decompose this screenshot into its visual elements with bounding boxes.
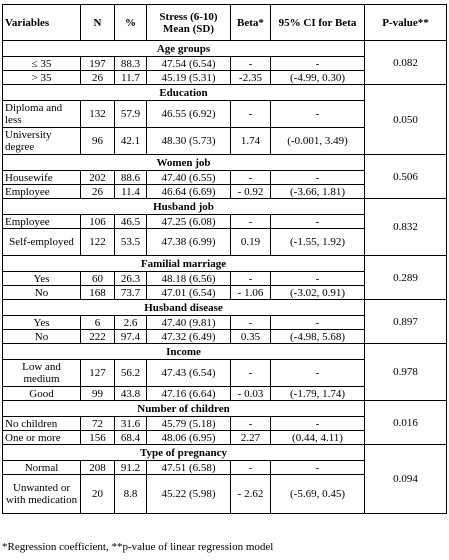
n-cell: 122 xyxy=(81,229,115,256)
row-label: One or more xyxy=(3,431,81,445)
beta-cell: - xyxy=(231,272,271,286)
header-ci: 95% CI for Beta xyxy=(271,5,365,41)
percent-cell: 11.7 xyxy=(115,71,147,85)
p-value-cell: 0.050 xyxy=(365,85,447,155)
row-label: Housewife xyxy=(3,171,81,185)
ci-cell: - xyxy=(271,101,365,128)
stress-cell: 47.40 (6.55) xyxy=(147,171,231,185)
n-cell: 208 xyxy=(81,461,115,475)
section-title: Income xyxy=(3,344,365,360)
stress-cell: 45.79 (5.18) xyxy=(147,417,231,431)
beta-cell: - xyxy=(231,101,271,128)
percent-cell: 2.6 xyxy=(115,316,147,330)
beta-cell: - 2.62 xyxy=(231,475,271,514)
percent-cell: 88.3 xyxy=(115,57,147,71)
row-label: Employee xyxy=(3,185,81,199)
section-row xyxy=(3,155,447,171)
stress-cell: 47.16 (6.64) xyxy=(147,387,231,401)
ci-cell: - xyxy=(271,461,365,475)
section-title: Husband disease xyxy=(3,300,365,316)
p-value-cell: 0.082 xyxy=(365,41,447,85)
stress-cell: 48.06 (6.95) xyxy=(147,431,231,445)
ci-cell: (-1.79, 1.74) xyxy=(271,387,365,401)
percent-cell: 42.1 xyxy=(115,128,147,155)
stress-cell: 45.19 (5.31) xyxy=(147,71,231,85)
ci-cell: (-4.99, 0.30) xyxy=(271,71,365,85)
section-row xyxy=(3,256,447,272)
beta-cell: 1.74 xyxy=(231,128,271,155)
beta-cell: -2.35 xyxy=(231,71,271,85)
beta-cell: - xyxy=(231,360,271,387)
section-row xyxy=(3,199,447,215)
percent-cell: 57.9 xyxy=(115,101,147,128)
stress-cell: 46.55 (6.92) xyxy=(147,101,231,128)
percent-cell: 8.8 xyxy=(115,475,147,514)
p-value-cell: 0.094 xyxy=(365,445,447,514)
ci-cell: (0.44, 4.11) xyxy=(271,431,365,445)
ci-cell: (-3.66, 1.81) xyxy=(271,185,365,199)
section-title: Number of children xyxy=(3,401,365,417)
beta-cell: - 1.06 xyxy=(231,286,271,300)
beta-cell: - xyxy=(231,57,271,71)
header-percent: % xyxy=(115,5,147,41)
stress-cell: 47.25 (6.08) xyxy=(147,215,231,229)
row-label: No xyxy=(3,330,81,344)
p-value-cell: 0.897 xyxy=(365,300,447,344)
n-cell: 202 xyxy=(81,171,115,185)
n-cell: 99 xyxy=(81,387,115,401)
beta-cell: 0.35 xyxy=(231,330,271,344)
stress-cell: 48.30 (5.73) xyxy=(147,128,231,155)
beta-cell: 0.19 xyxy=(231,229,271,256)
stress-cell: 47.32 (6.49) xyxy=(147,330,231,344)
ci-cell: - xyxy=(271,272,365,286)
beta-cell: - xyxy=(231,316,271,330)
percent-cell: 73.7 xyxy=(115,286,147,300)
header-variables: Variables xyxy=(3,5,81,41)
n-cell: 156 xyxy=(81,431,115,445)
section-row xyxy=(3,401,447,417)
n-cell: 26 xyxy=(81,185,115,199)
percent-cell: 43.8 xyxy=(115,387,147,401)
n-cell: 72 xyxy=(81,417,115,431)
row-label: Unwanted or with medication xyxy=(3,475,81,514)
section-title: Type of pregnancy xyxy=(3,445,365,461)
stress-cell: 47.40 (9.81) xyxy=(147,316,231,330)
section-row xyxy=(3,344,447,360)
ci-cell: - xyxy=(271,57,365,71)
n-cell: 197 xyxy=(81,57,115,71)
ci-cell: - xyxy=(271,171,365,185)
n-cell: 132 xyxy=(81,101,115,128)
header-pvalue: P-value** xyxy=(365,5,447,41)
beta-cell: 2.27 xyxy=(231,431,271,445)
row-label: Yes xyxy=(3,316,81,330)
row-label: Good xyxy=(3,387,81,401)
stress-cell: 48.18 (6.56) xyxy=(147,272,231,286)
header-beta: Beta* xyxy=(231,5,271,41)
row-label: Normal xyxy=(3,461,81,475)
ci-cell: (-0.001, 3.49) xyxy=(271,128,365,155)
percent-cell: 31.6 xyxy=(115,417,147,431)
header-stress: Stress (6-10) Mean (SD) xyxy=(147,5,231,41)
results-table xyxy=(2,4,447,514)
ci-cell: (-5.69, 0.45) xyxy=(271,475,365,514)
n-cell: 127 xyxy=(81,360,115,387)
section-title: Familial marriage xyxy=(3,256,365,272)
row-label: ≤ 35 xyxy=(3,57,81,71)
row-label: > 35 xyxy=(3,71,81,85)
percent-cell: 97.4 xyxy=(115,330,147,344)
ci-cell: (-3.02, 0.91) xyxy=(271,286,365,300)
section-title: Age groups xyxy=(3,41,365,57)
p-value-cell: 0.016 xyxy=(365,401,447,445)
n-cell: 20 xyxy=(81,475,115,514)
n-cell: 222 xyxy=(81,330,115,344)
percent-cell: 11.4 xyxy=(115,185,147,199)
n-cell: 168 xyxy=(81,286,115,300)
ci-cell: (-4.98, 5.68) xyxy=(271,330,365,344)
row-label: Yes xyxy=(3,272,81,286)
stress-cell: 47.51 (6.58) xyxy=(147,461,231,475)
n-cell: 6 xyxy=(81,316,115,330)
percent-cell: 56.2 xyxy=(115,360,147,387)
beta-cell: - 0.03 xyxy=(231,387,271,401)
ci-cell: - xyxy=(271,316,365,330)
stress-cell: 47.43 (6.54) xyxy=(147,360,231,387)
percent-cell: 46.5 xyxy=(115,215,147,229)
n-cell: 60 xyxy=(81,272,115,286)
footnote: *Regression coefficient, **p-value of linear regression model xyxy=(2,541,274,553)
section-row xyxy=(3,41,447,57)
beta-cell: - xyxy=(231,215,271,229)
row-label: No xyxy=(3,286,81,300)
p-value-cell: 0.506 xyxy=(365,155,447,199)
stress-cell: 47.54 (6.54) xyxy=(147,57,231,71)
p-value-cell: 0.978 xyxy=(365,344,447,401)
stress-cell: 46.64 (6.69) xyxy=(147,185,231,199)
section-row xyxy=(3,85,447,101)
section-row xyxy=(3,445,447,461)
beta-cell: - xyxy=(231,417,271,431)
percent-cell: 91.2 xyxy=(115,461,147,475)
stress-cell: 47.38 (6.99) xyxy=(147,229,231,256)
beta-cell: - 0.92 xyxy=(231,185,271,199)
row-label: Employee xyxy=(3,215,81,229)
percent-cell: 88.6 xyxy=(115,171,147,185)
row-label: No children xyxy=(3,417,81,431)
section-row xyxy=(3,300,447,316)
p-value-cell: 0.289 xyxy=(365,256,447,300)
stress-cell: 45.22 (5.98) xyxy=(147,475,231,514)
header-n: N xyxy=(81,5,115,41)
section-title: Husband job xyxy=(3,199,365,215)
stress-cell: 47.01 (6.54) xyxy=(147,286,231,300)
ci-cell: - xyxy=(271,417,365,431)
n-cell: 26 xyxy=(81,71,115,85)
row-label: Self-employed xyxy=(3,229,81,256)
row-label: University degree xyxy=(3,128,81,155)
ci-cell: - xyxy=(271,215,365,229)
row-label: Low and medium xyxy=(3,360,81,387)
n-cell: 96 xyxy=(81,128,115,155)
percent-cell: 53.5 xyxy=(115,229,147,256)
n-cell: 106 xyxy=(81,215,115,229)
section-title: Education xyxy=(3,85,365,101)
section-title: Women job xyxy=(3,155,365,171)
ci-cell: (-1.55, 1.92) xyxy=(271,229,365,256)
beta-cell: - xyxy=(231,171,271,185)
ci-cell: - xyxy=(271,360,365,387)
header-row xyxy=(3,5,447,41)
percent-cell: 26.3 xyxy=(115,272,147,286)
table-body xyxy=(3,41,447,514)
row-label: Diploma and less xyxy=(3,101,81,128)
percent-cell: 68.4 xyxy=(115,431,147,445)
p-value-cell: 0.832 xyxy=(365,199,447,256)
beta-cell: - xyxy=(231,461,271,475)
